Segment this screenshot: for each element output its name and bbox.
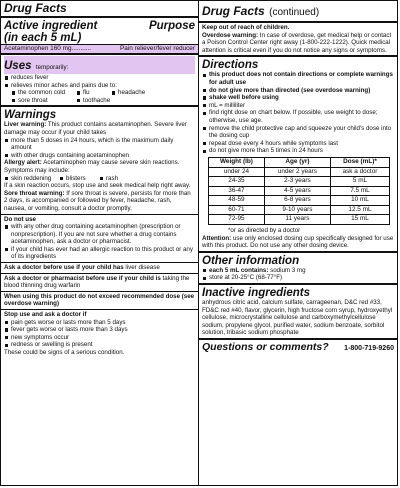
table-cell: 7.5 mL — [330, 186, 389, 196]
table-row — [209, 215, 390, 225]
table-cell: 48-59 — [209, 196, 265, 206]
other-info-section — [199, 253, 397, 283]
stop-use-header: Stop use and ask a doctor if — [4, 311, 87, 319]
stop-use-item: fever gets worse or lasts more than 3 days — [4, 326, 195, 334]
liver-warning-text: This product contains acetaminophen. Severe liver damage may occur if your child takes — [4, 121, 187, 136]
symptom-item: the common cold — [11, 89, 76, 97]
direction-item: remove the child protective cap and squeeze your child's dose into the dosing cup — [202, 125, 394, 140]
table-cell: 9-10 years — [264, 205, 330, 215]
do-not-use-item: if your child has ever had an allergic reaction to this product or any of its ingredients — [4, 246, 195, 261]
ask-pharmacist-label: Ask a doctor or pharmacist before use if your child is — [4, 274, 161, 282]
do-not-use-item: with any other drug containing acetaminophen (prescription or nonprescription). If you are not sure whether a drug contains acetaminophen, ask a doctor or pharmacist. — [4, 223, 195, 246]
direction-item: repeat dose every 4 hours while symptoms last — [202, 140, 394, 148]
stop-use-item: redness or swelling is present — [4, 341, 195, 349]
do-not-use-header: Do not use — [4, 215, 36, 223]
title-continued: (continued) — [269, 7, 320, 18]
allergy-symptom: skin reddening — [4, 175, 59, 183]
liver-item: with other drugs containing acetaminophen — [4, 152, 195, 160]
do-not-use-section — [1, 215, 198, 263]
symptom-item: sore throat — [11, 97, 76, 105]
table-cell: 6-8 years — [264, 196, 330, 206]
table-row — [209, 177, 390, 187]
ask-doctor-section — [1, 263, 198, 273]
questions-label: Questions or comments? — [202, 341, 329, 353]
symptom-item: flu — [76, 89, 111, 97]
table-cell: 72-95 — [209, 215, 265, 225]
title-cont-section — [199, 1, 397, 21]
table-cell: 5 mL — [330, 177, 389, 187]
ask-doctor-label: Ask a doctor before use if your child has — [4, 264, 124, 272]
overdose-label: Overdose warning: — [202, 31, 259, 39]
table-cell: 36-47 — [209, 186, 265, 196]
table-row — [209, 196, 390, 206]
warnings-section — [1, 107, 198, 213]
table-cell: 2-3 years — [264, 177, 330, 187]
dosing-table — [208, 157, 390, 225]
symptom-item: headache — [111, 89, 145, 97]
stop-use-after: These could be signs of a serious condition. — [4, 349, 125, 356]
uses-item: reduces fever — [4, 74, 195, 82]
page-title: Drug Facts — [4, 1, 67, 15]
direction-item: mL = milliliter — [202, 102, 394, 110]
table-header: Weight (lb) — [209, 157, 265, 167]
allergy-text: Acetaminophen may cause severe skin reactions. Symptoms may include: — [4, 159, 180, 174]
table-cell: ask a doctor — [330, 167, 389, 177]
other-info-item — [202, 267, 394, 275]
other-info-item: store at 20-25°C (68-77°F) — [202, 274, 394, 282]
table-cell: 24-35 — [209, 177, 265, 187]
table-cell: 60-71 — [209, 205, 265, 215]
active-ingredient-section — [1, 18, 198, 44]
inactive-section — [199, 285, 397, 338]
questions-section — [199, 340, 397, 354]
ingredient-purpose: Pain reliever/fever reducer — [120, 45, 195, 52]
uses-item: relieves minor aches and pains due to: — [4, 82, 195, 90]
direction-item: find right dose on chart below. If possible, use weight to dose; otherwise, use age. — [202, 109, 394, 124]
keep-out-text: Keep out of reach of children. — [202, 24, 290, 31]
table-cell: under 2 years — [264, 167, 330, 177]
direction-item: do not give more than directed (see overdose warning) — [202, 87, 394, 95]
allergy-symptom: blisters — [59, 175, 99, 183]
attention-label: Attention: — [202, 234, 232, 242]
liver-item: more than 5 doses in 24 hours, which is the maximum daily amount — [4, 137, 195, 152]
allergy-after: If a skin reaction occurs, stop use and seek medical help right away. — [4, 182, 191, 190]
table-header: Dose (mL)* — [330, 157, 389, 167]
table-row — [209, 167, 390, 177]
direction-item: do not give more than 5 times in 24 hours — [202, 147, 394, 155]
ingredient-dots: ........... — [71, 45, 92, 52]
ingredient-row — [1, 45, 198, 53]
table-cell: 4-5 years — [264, 186, 330, 196]
warnings-header: Warnings — [4, 109, 57, 122]
table-header-row — [209, 157, 390, 167]
ask-pharmacist-text: taking the blood thinning drug warfarin — [4, 274, 190, 290]
sore-throat-label: Sore throat warning: — [4, 189, 65, 197]
overdose-text: In case of overdose, get medical help or contact a Poison Control Center right away (1-800-222-1222). Quick medical attention is critical even if you do not notice any signs or symptoms. — [202, 31, 392, 54]
symptom-item: toothache — [76, 97, 110, 105]
table-cell: 11 years — [264, 215, 330, 225]
title-section — [1, 1, 198, 16]
keep-out-section — [199, 23, 397, 55]
table-cell: 15 mL — [330, 215, 389, 225]
allergy-symptom: rash — [99, 175, 118, 183]
table-note: *or as directed by a doctor — [228, 227, 301, 235]
table-row — [209, 186, 390, 196]
allergy-label: Allergy alert: — [4, 159, 42, 167]
inactive-text: anhydrous citric acid, calcium sulfate, carrageenan, D&C red #33, FD&C red #40, flavor, glycerin, high fructose corn syrup, hydroxyethyl cellulose, microcrystalline cellulose and carboxymethylcellulose sodium, propylene glycol, purified water, sodium benzoate, sorbitol solution, tribasic sodium phosphate — [202, 299, 393, 337]
direction-item: this product does not contain directions or complete warnings for adult use — [202, 71, 394, 86]
ask-doctor-text: liver disease — [125, 264, 160, 272]
sore-throat-text: If sore throat is severe, persists for more than 2 days, is accompanied or followed by fever, headache, rash, nausea, or vomiting, consult a doctor promptly. — [4, 189, 191, 212]
inactive-header: Inactive ingredients — [202, 287, 311, 300]
questions-phone: 1-800-719-9260 — [344, 345, 394, 352]
stop-use-item: new symptoms occur — [4, 334, 195, 342]
left-column — [1, 1, 199, 485]
table-cell: 10 mL — [330, 196, 389, 206]
uses-header: Uses — [4, 60, 32, 72]
directions-section — [199, 57, 397, 250]
ingredient-name: Acetaminophen 160 mg — [4, 45, 72, 52]
uses-section — [1, 55, 198, 105]
active-ingredient-sub: (in each 5 mL) — [4, 32, 82, 44]
table-cell: 12.5 mL — [330, 205, 389, 215]
attention-text: use only enclosed dosing cup specifically designed for use with this product. Do not use any other dosing device. — [202, 234, 394, 250]
purpose-header: Purpose — [148, 20, 195, 32]
stop-use-section — [1, 310, 198, 358]
table-header: Age (yr) — [264, 157, 330, 167]
right-column — [199, 1, 397, 485]
other-info-header: Other information — [202, 254, 300, 267]
stop-use-item: pain gets worse or lasts more than 5 days — [4, 319, 195, 327]
when-using-section: When using this product do not exceed recommended dose (see overdose warning) — [4, 292, 195, 308]
table-row — [209, 205, 390, 215]
active-ingredient-header: Active ingredient — [4, 20, 98, 32]
page-title-cont: Drug Facts — [202, 4, 265, 18]
other-info-text: sodium 3 mg — [270, 266, 306, 274]
uses-intro: temporarily: — [35, 64, 69, 71]
table-cell: under 24 — [209, 167, 265, 177]
other-info-bold: each 5 mL contains: — [209, 266, 269, 274]
ask-pharmacist-section — [1, 274, 198, 291]
direction-item: shake well before using — [202, 94, 394, 102]
liver-warning-label: Liver warning: — [4, 121, 47, 129]
directions-header: Directions — [202, 59, 259, 72]
